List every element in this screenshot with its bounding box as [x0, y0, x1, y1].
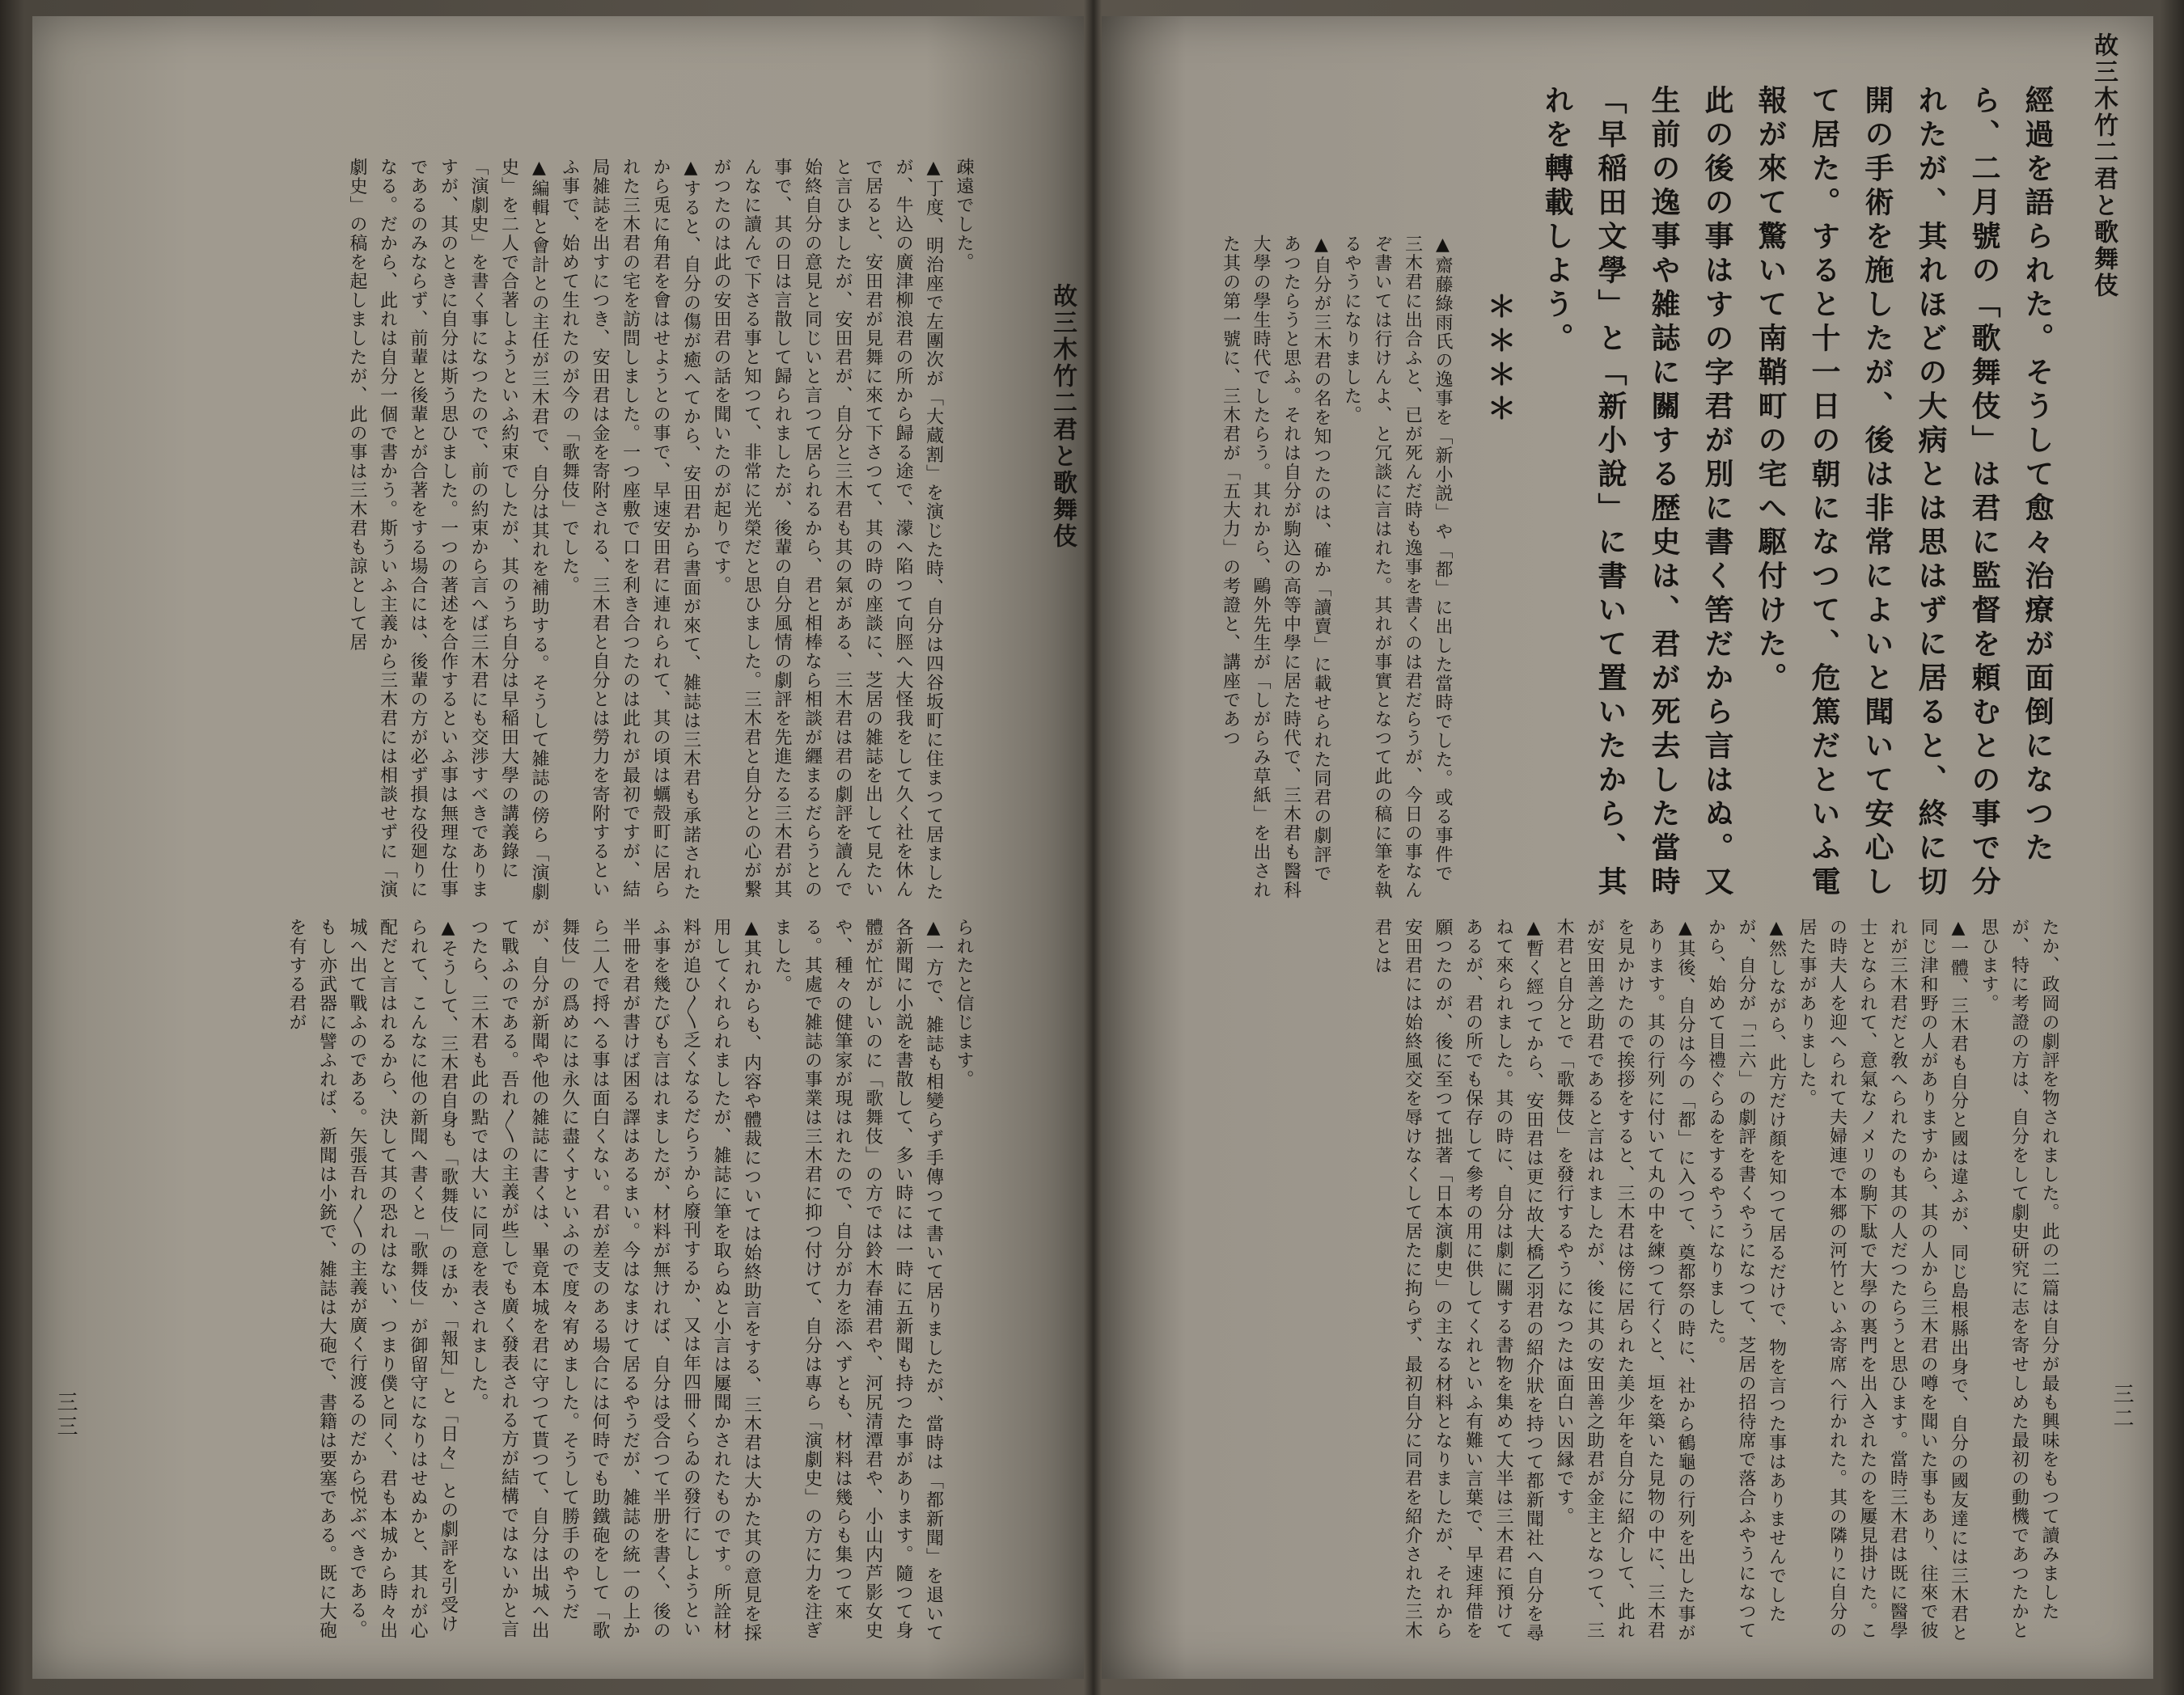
section-divider-stars: ＊＊＊＊ — [1483, 291, 1517, 427]
left-lower-text: られたと信じます。 ▲一方で、雑誌も相變らず手傳つて書いて居りましたが、當時は「都新聞」を退いて各新聞に小説を書散して、多い時には一時に五新聞も持つた事があります。隨つて身體が忙がしいのに「歌舞伎」の方では鈴木春浦君や、河尻清潭君や、小山内芦影女史や、種々の健筆家が現はれたので、自分が力を添へずとも、材料は幾らも集つて來る。其處で雑誌の事業は三木君に抑つ付けて、自分は專ら「演劇史」の方に力を注ぎました。 ▲其れからも、内容や體裁については始終助言をする、三木君は大かた其の意見を採用してくれられましたが、雑誌に筆を取らぬと小言は屢聞かされたものです。所詮材料が追ひ〱乏くなるだらうから廢刊するか、又は年四冊くらゐの發行にしようといふ事を幾たびも言はれましたが、材料が無ければ、自分は受合つて半册を書く、後の半冊を君が書けば困る譯はあるまい。今はなまけて居るやうだが、雑誌の統一の上から二人で捋へる事は面白くない。君が差支のある場合には何時でも助鐵砲をして「歌舞伎」の爲めには永久に盡くすといふので度々宥めました。そうして勝手のやうだが、自分が新聞や他の雑誌に書くは、畢竟本城を君に守つて貰つて、自分は出城へ出て戰ふのである。吾れ〱の主義が些しでも廣く發表される方が結構ではないかと言つたら、三木君も此の點では大いに同意を表されました。 ▲そうして、三木君自身も「歌舞伎」のほか、「報知」と「日々」との劇評を引受けられて、こんなに他の新聞へ書くと「歌舞伎」が御留守になりはせぬかと、其れが心配だと言はれるから、決して其の恐れはない、つまり僕と同く、君も本城から時々出城へ出て戰ふのである。矢張吾れ〱の主義が廣く行渡るのだから悦ぶべきである。もし亦武器に譬ふれば、新聞は小銃で、雑誌は大砲で、書籍は要塞である。既に大砲を有する君が — [286, 918, 974, 1642]
running-header: 故三木竹二君と歌舞伎 — [2089, 32, 2118, 299]
page-number: 三三 — [53, 1391, 78, 1439]
page-number: 三二 — [2110, 1383, 2134, 1431]
right-large-text: 經過を語られた。そうして愈々治療が面倒になつたら、二月號の「歌舞伎」は君に監督を頼むとの事で分れたが、其れほどの大病とは思はずに居ると、終に切開の手術を施したが、後は非常によいと聞いて安心して居た。すると十一日の朝になつて、危篤だといふ電報が來て驚いて南鞘町の宅へ駆付けた。 此の後の事はすの字君が別に書く筈だから言はぬ。又生前の逸事や雑誌に關する歴史は、君が死去した當時「早稲田文學」と「新小說」に書いて置いたから、其れを轉載しよう。 — [1540, 85, 2055, 900]
right-page — [1102, 16, 2153, 1679]
left-upper-text: 疎遠でした。 ▲丁度、明治座で左團次が「大蔵割」を演じた時、自分は四谷坂町に住まつて居ましたが、牛込の廣津柳浪君の所から歸る途で、濛へ陷つて向脛へ大怪我をして久く社を休んで居ると、安田君が見舞に來て下さつて、其の時の座談に、芝居の雑誌を出して見たいと言ひましたが、安田君が、自分と三木君も其の氣がある、三木君は君の劇評を讀んで始終自分の意見と同じいと言つて居られるから、君と相棒なら相談が纒まるだらうとの事で、其の日は言散して歸られましたが、後輩の自分風情の劇評を先進たる三木君が其んなに讀んで下さる事と知つて、非常に光榮だと思ひました。三木君と自分との心が繋がつたのは此の安田君の話を聞いたのが起りです。 ▲すると、自分の傷が癒へてから、安田君から書面が來て、雑誌は三木君も承諾されたから兎に角君を會はせようとの事で、早速安田君に連れられて、其の頃は蠣殻町に居られた三木君の宅を訪問しました。一つ座敷で口を利き合つたのは此れが最初ですが、結局雑誌を出すにつき、安田君は金を寄附される、三木君と自分とは勞力を寄附するといふ事で、始めて生れたのが今の「歌舞伎」でした。 ▲編輯と會計との主任が三木君で、自分は其れを補助する。そうして雑誌の傍ら「演劇史」を二人で合著しようといふ約束でしたが、其のうち自分は早稲田大學の講義錄に「演劇史」を書く事になつたので、前の約束から言へば三木君にも交渉すべきでありますが、其のときに自分は斯う思ひました。一つの著述を合作するといふ事は無理な仕事であるのみならず、前輩と後輩とが合著をする場合には、後輩の方が必ず損な役廻りになる。だから、此れは自分一個で書かう。斯ういふ主義から三木君には相談せずに「演劇史」の稿を起しましたが、此の事は三木君も諒として居 — [347, 158, 974, 902]
right-lower-text: たか、政岡の劇評を物されました。此の二篇は自分が最も興味をもつて讀みましたが、特に考證の方は、自分をして劇史研究に志を寄せしめた最初の動機であつたかと思ひます。 ▲一體、三木君も自分と國は違ふが、同じ島根縣出身で、自分の國友達には三木君と同じ津和野の人がありますから、其の人から三木君の噂を聞いた事もあり、往來で彼れが三木君だと敎へられたのも其の人だつたらうと思ひます。當時三木君は既に醫學士となられて、意氣なノメリの駒下駄で大學の裏門を出入されたのを屢見掛けた。この時夫人を迎へられて夫婦連で本郷の河竹といふ寄席へ行かれた。其の隣りに自分の居た事がありました。 ▲然しながら、此方だけ顏を知つて居るだけで、物を言つた事はありませんでしたが、自分が「二六」の劇評を書くやうになつて、芝居の招待席で落合ふやうになつてから、始めて目禮ぐらゐをするやうになりました。 ▲其後、自分は今の「都」に入つて、奠都祭の時に、社から鶴龜の行列を出した事があります。其の行列に付いて丸の中を練つて行くと、垣を築いた見物の中に、三木君を見かけたので挨拶をすると、三木君は傍に居られた美少年を自分に紹介して、此れが安田善之助君であると言はれましたが、後に其の安田善之助君が金主となつて、三木君と自分とで「歌舞伎」を發行するやうになつたは面白い因縁です。 ▲暫く經つてから、安田君は更に故大橋乙羽君の紹介狀を持つて都新聞社へ自分を尋ねて來られました。其の時に、自分は劇に關する書物を集めて大半は三木君に預けてあるが、君の所でも保存して參考の用に供してくれといふ有難い言葉で、早速拜借を願つたのが、後に至つて拙著「日本演劇史」の主なる材料となりましたが、それから安田君には始終風交を辱けなくして居たに拘らず、最初自分に同君を紹介された三木君とは — [1372, 918, 2059, 1642]
running-header: 故三木竹二君と歌舞伎 — [1048, 283, 1077, 550]
left-page — [32, 16, 1084, 1679]
right-upper-small-text: ▲齋藤綠雨氏の逸事を「新小説」や「都」に出した當時でした。或る事件で三木君に出合ふと、已が死んだ時も逸事を書くのは君だらうが、今日の事なんぞ書いては行けんよ、と冗談に言はれた。其れが事實となつて此の稿に筆を執るやうになりました。 ▲自分が三木君の名を知つたのは、確か「讀賣」に載せられた同君の劇評であつたらうと思ふ。それは自分が駒込の高等中學に居た時代で、三木君も醫科大學の學生時代でしたらう。其れから、鷗外先生が「しがらみ草紙」を出された其の第一號に、三木君が「五大力」の考證と、講座であつ — [1220, 235, 1453, 900]
